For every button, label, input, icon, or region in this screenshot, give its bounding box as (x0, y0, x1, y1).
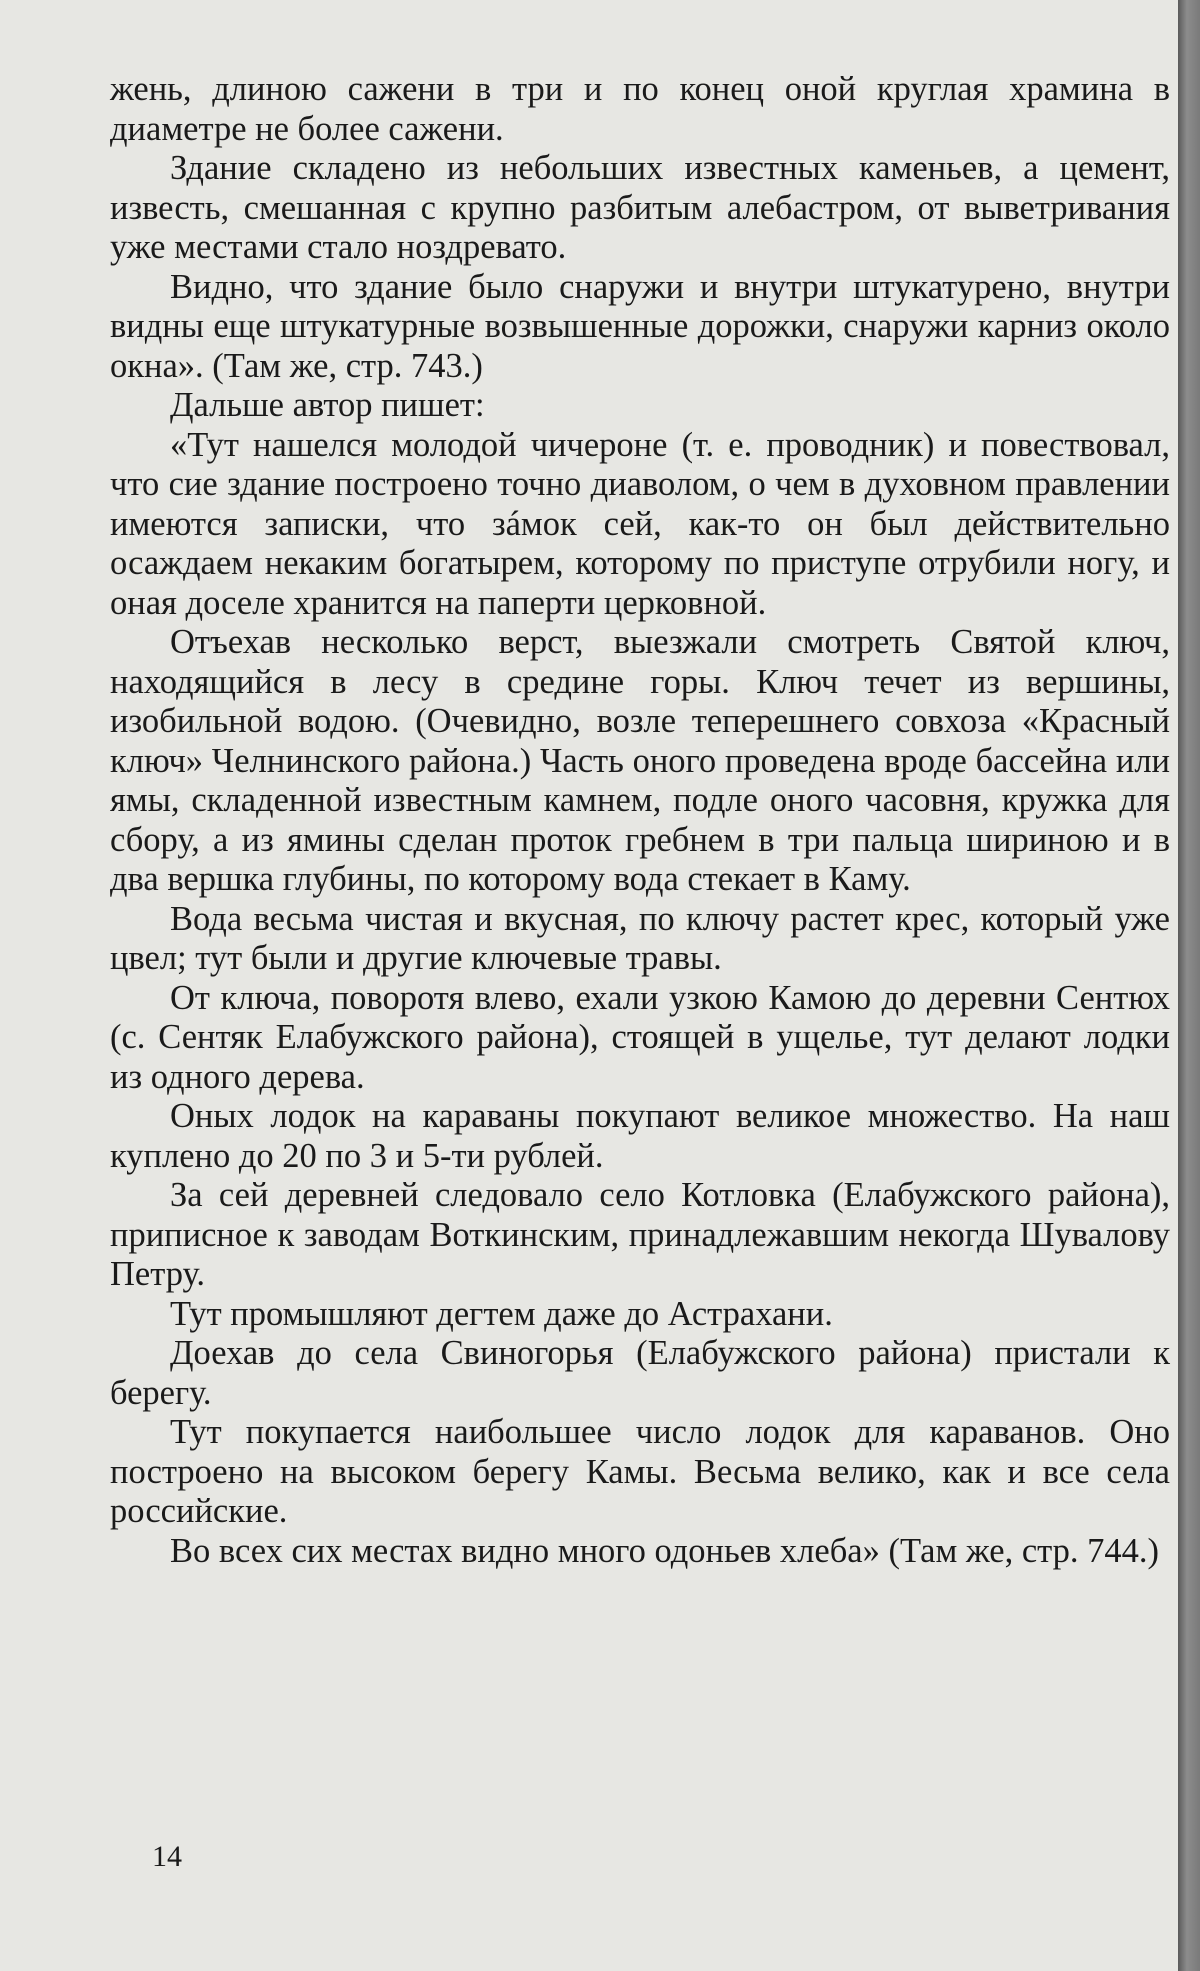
paragraph: Во всех сих местах видно много одоньев хлеба» (Там же, стр. 744.) (170, 1531, 1160, 1570)
paragraph: Здание складено из небольших известных каменьев, а цемент, известь, смешанная с крупно разбитым алебастром, от выветривания уже местами стало ноздревато. (110, 149, 1170, 266)
body-text (110, 70, 1170, 1571)
paragraph: «Тут нашелся молодой чичероне (т. е. проводник) и повествовал, что сие здание построено точно диаволом, о чем в духовном правлении имеются записки, что зáмок сей, как-то он был действительно осаждаем некаким богатырем, которому по приступе отрубили ногу, и оная доселе хранится на паперти церковной. (110, 425, 1170, 622)
paragraph: За сей деревней следовало село Котловка (Елабужского района), приписное к заводам Воткинским, принадлежавшим некогда Шувалову Петру. (110, 1176, 1170, 1293)
paragraph: Оных лодок на караваны покупают великое множество. На наш куплено до 20 по 3 и 5-ти рублей. (110, 1097, 1170, 1175)
paragraph: Тут промышляют дегтем даже до Астрахани. (170, 1294, 833, 1333)
paragraph: Тут покупается наибольшее число лодок для караванов. Оно построено на высоком берегу Камы. Весьма велико, как и все села российские. (110, 1413, 1170, 1530)
paragraph: жень, длиною сажени в три и по конец оной круглая храмина в диаметре не более сажени. (110, 70, 1170, 148)
page-number: 14 (152, 1840, 182, 1873)
paragraph: Вода весьма чистая и вкусная, по ключу растет крес, который уже цвел; тут были и другие ключевые травы. (110, 899, 1170, 977)
paragraph: Видно, что здание было снаружи и внутри штукатурено, внутри видны еще штукатурные возвышенные дорожки, снаружи карниз около окна». (Там же, стр. 743.) (110, 267, 1170, 385)
page-edge-shadow (1178, 0, 1200, 1971)
paragraph: Отъехав несколько верст, выезжали смотреть Святой ключ, находящийся в лесу в средине горы. Ключ течет из вершины, изобильной водою. (Очевидно, возле теперешнего совхоза «Красный ключ» Челнинского района.) Часть оного проведена вроде бассейна или ямы, складенной известным камнем, подле оного часовня, кружка для сбору, а из ямины сделан проток гребнем в три пальца шириною и в два вершка глубины, по которому вода стекает в Каму. (110, 623, 1170, 898)
paragraph: Доехав до села Свиногорья (Елабужского района) пристали к берегу. (110, 1334, 1170, 1412)
paragraph: Дальше автор пишет: (170, 386, 485, 424)
paragraph: От ключа, поворотя влево, ехали узкою Камою до деревни Сентюх (с. Сентяк Елабужского района), стоящей в ущелье, тут делают лодки из одного дерева. (110, 978, 1170, 1096)
